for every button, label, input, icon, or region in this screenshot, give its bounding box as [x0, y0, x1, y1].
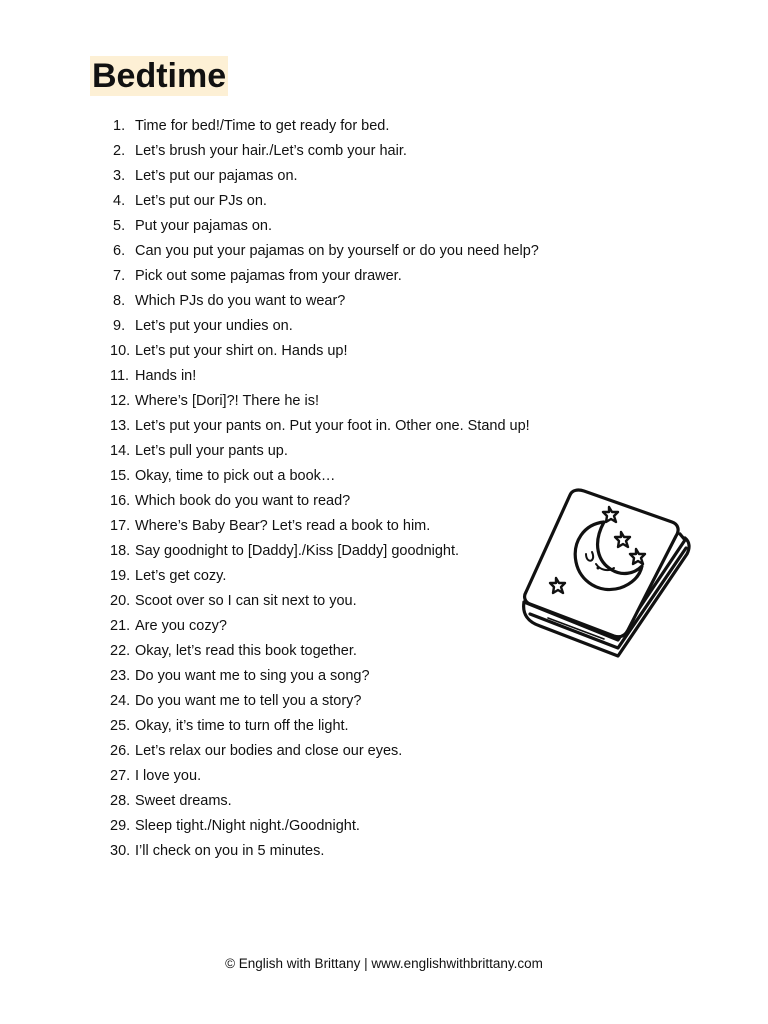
list-item-text: Let’s put our pajamas on.	[135, 168, 298, 184]
moon-book-icon	[500, 462, 705, 672]
list-item-number: 16.	[110, 493, 131, 509]
list-item	[110, 689, 539, 714]
list-item-text: Let’s put your shirt on. Hands up!	[135, 343, 348, 359]
list-item	[110, 514, 539, 539]
list-item-text: Okay, it’s time to turn off the light.	[135, 718, 349, 734]
list-item-number: 17.	[110, 518, 131, 534]
list-item	[110, 564, 539, 589]
list-item	[110, 389, 539, 414]
list-item-number: 18.	[110, 543, 131, 559]
list-item-number: 27.	[110, 768, 131, 784]
list-item	[110, 664, 539, 689]
list-item-text: Time for bed!/Time to get ready for bed.	[135, 118, 390, 134]
list-item-text: Let’s put your undies on.	[135, 318, 293, 334]
list-item-number: 24.	[110, 693, 131, 709]
list-item	[110, 439, 539, 464]
list-item	[110, 814, 539, 839]
list-item	[110, 589, 539, 614]
list-item-number: 8.	[113, 293, 126, 309]
list-item-number: 21.	[110, 618, 131, 634]
list-item	[110, 639, 539, 664]
list-item-text: I’ll check on you in 5 minutes.	[135, 843, 325, 859]
list-item	[110, 414, 539, 439]
list-item-text: Pick out some pajamas from your drawer.	[135, 268, 402, 284]
list-item-number: 9.	[113, 318, 126, 334]
list-item-number: 12.	[110, 393, 131, 409]
list-item-number: 10.	[110, 343, 131, 359]
list-item	[110, 289, 539, 314]
list-item	[110, 464, 539, 489]
list-item-number: 15.	[110, 468, 131, 484]
list-item-text: Are you cozy?	[135, 618, 227, 634]
list-item-text: Where’s Baby Bear? Let’s read a book to him.	[135, 518, 431, 534]
list-item	[110, 139, 539, 164]
list-item-number: 20.	[110, 593, 131, 609]
list-item	[110, 114, 539, 139]
list-item-text: Where’s [Dori]?! There he is!	[135, 393, 320, 409]
list-item-text: Scoot over so I can sit next to you.	[135, 593, 357, 609]
list-item	[110, 764, 539, 789]
list-item-number: 1.	[113, 118, 126, 134]
list-item-text: Let’s put our PJs on.	[135, 193, 267, 209]
page-title: Bedtime	[92, 57, 227, 95]
list-item-text: Okay, time to pick out a book…	[135, 468, 336, 484]
list-item-number: 11.	[110, 368, 130, 384]
list-item-number: 26.	[110, 743, 131, 759]
list-item-number: 28.	[110, 793, 131, 809]
list-item-text: Do you want me to tell you a story?	[135, 693, 362, 709]
list-item	[110, 364, 539, 389]
list-item-text: Do you want me to sing you a song?	[135, 668, 370, 684]
list-item	[110, 839, 539, 864]
list-item-text: Sweet dreams.	[135, 793, 232, 809]
list-item	[110, 264, 539, 289]
list-item	[110, 539, 539, 564]
list-item-text: Let’s get cozy.	[135, 568, 227, 584]
list-item-text: Hands in!	[135, 368, 197, 384]
list-item-number: 5.	[113, 218, 126, 234]
list-item-number: 29.	[110, 818, 131, 834]
list-item-number: 22.	[110, 643, 131, 659]
list-item-number: 25.	[110, 718, 131, 734]
list-item-text: Say goodnight to [Daddy]./Kiss [Daddy] goodnight.	[135, 543, 460, 559]
list-item	[110, 164, 539, 189]
list-item	[110, 339, 539, 364]
list-item-text: Let’s brush your hair./Let’s comb your hair.	[135, 143, 407, 159]
list-item-text: Can you put your pajamas on by yourself or do you need help?	[135, 243, 539, 259]
list-item-number: 6.	[113, 243, 126, 259]
list-item	[110, 314, 539, 339]
list-item-text: Sleep tight./Night night./Goodnight.	[135, 818, 360, 834]
list-item-text: Let’s relax our bodies and close our eyes.	[135, 743, 403, 759]
list-item-text: Okay, let’s read this book together.	[135, 643, 357, 659]
list-item-text: Let’s put your pants on. Put your foot in. Other one. Stand up!	[135, 418, 530, 434]
list-item-number: 4.	[113, 193, 126, 209]
list-item-text: Let’s pull your pants up.	[135, 443, 288, 459]
list-item-number: 30.	[110, 843, 131, 859]
footer-copyright: © English with Brittany | www.englishwithbrittany.com	[225, 956, 543, 971]
list-item	[110, 714, 539, 739]
list-item-number: 7.	[113, 268, 126, 284]
list-item-number: 3.	[113, 168, 126, 184]
list-item-number: 14.	[110, 443, 131, 459]
list-item	[110, 614, 539, 639]
phrase-list	[110, 114, 539, 864]
list-item-number: 2.	[113, 143, 126, 159]
list-item	[110, 739, 539, 764]
list-item-text: Which book do you want to read?	[135, 493, 351, 509]
list-item-text: Which PJs do you want to wear?	[135, 293, 346, 309]
list-item-text: I love you.	[135, 768, 202, 784]
list-item-number: 23.	[110, 668, 131, 684]
list-item-number: 13.	[110, 418, 131, 434]
list-item	[110, 489, 539, 514]
list-item	[110, 239, 539, 264]
list-item	[110, 189, 539, 214]
list-item	[110, 214, 539, 239]
list-item-text: Put your pajamas on.	[135, 218, 273, 234]
list-item-number: 19.	[110, 568, 131, 584]
list-item	[110, 789, 539, 814]
